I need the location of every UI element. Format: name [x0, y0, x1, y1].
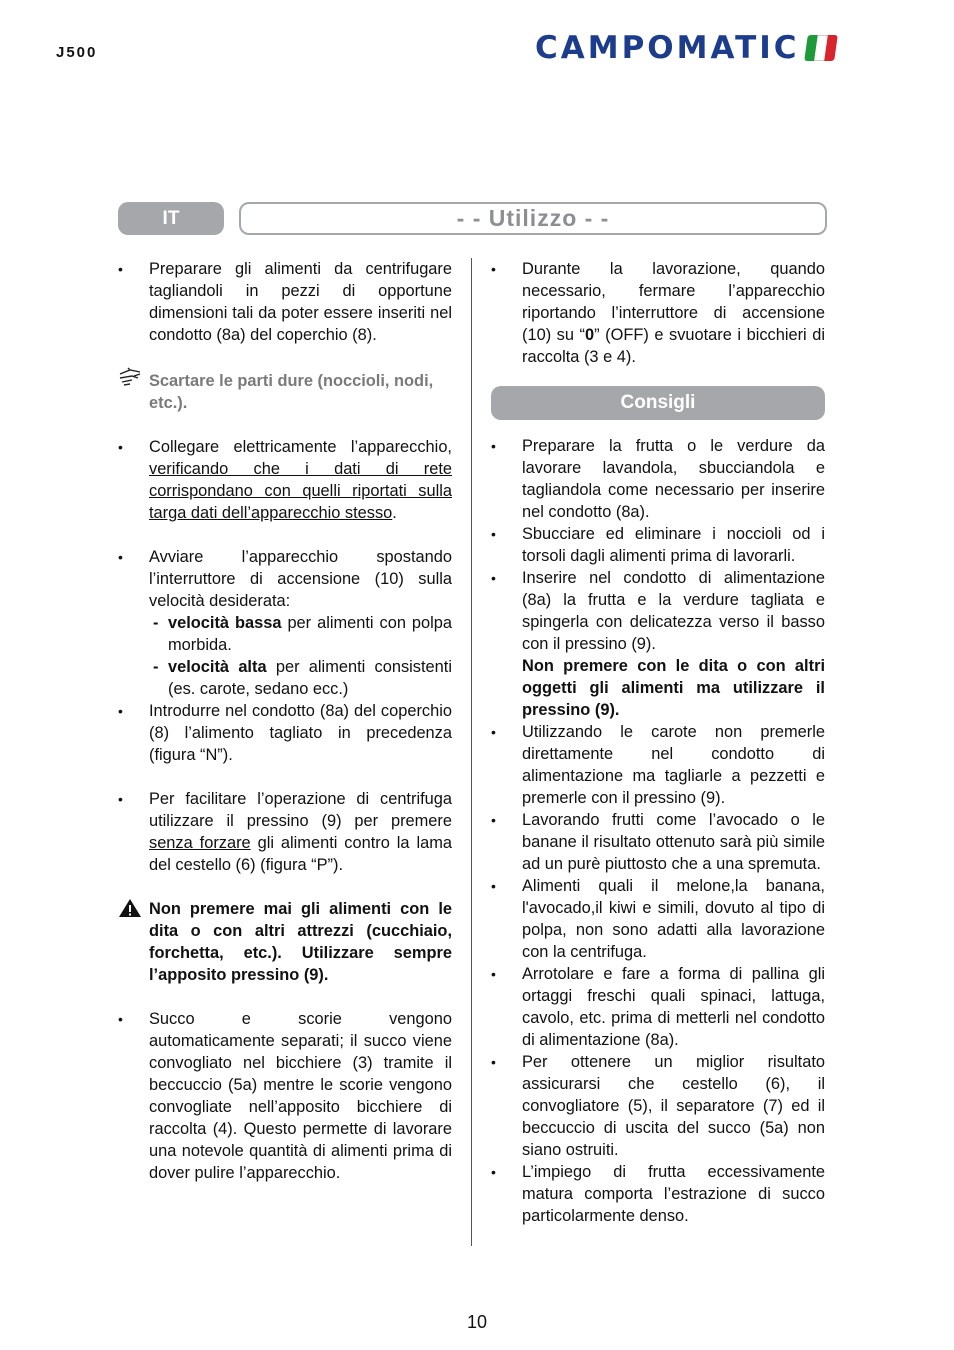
bullet: •: [491, 438, 496, 454]
bullet: •: [491, 966, 496, 982]
list-item: • Per facilitare l’operazione di centrifuga utilizzare il pressino (9) per premere senza forzare gli alimenti contro la lama del cestello (6) (figura “P”).: [118, 790, 452, 874]
bullet: •: [118, 703, 123, 719]
left-column: [118, 258, 452, 1184]
bullet: •: [491, 878, 496, 894]
list-item: • Sbucciare ed eliminare i noccioli od i torsoli dagli alimenti prima di lavorarli.: [491, 525, 825, 565]
sub-item: - velocità alta per alimenti consistenti (es. carote, sedano ecc.): [153, 658, 452, 698]
list-item: • Succo e scorie vengono automaticamente separati; il succo viene convogliato nel bicchiere (3) tramite il beccuccio (5a) mentre le scorie vengono convogliate nell’apposito bicchiere di raccolta (4). Questo permette di lavorare una notevole quantità di alimenti prima di dover pulire l’apparecchio.: [118, 1010, 452, 1182]
warning-triangle-icon: [118, 898, 149, 986]
brand-logo: [535, 30, 836, 66]
sub-item: - velocità bassa per alimenti con polpa morbida.: [153, 614, 452, 654]
right-column: [491, 258, 825, 1227]
underlined-text: senza forzare: [149, 834, 251, 852]
bullet: •: [118, 791, 123, 807]
section-title: - - Utilizzo - -: [456, 205, 610, 231]
note-block: [118, 366, 452, 414]
page-number: 10: [466, 1312, 488, 1332]
bullet: •: [491, 812, 496, 828]
bullet: •: [491, 1054, 496, 1070]
hand-pointer-icon: [118, 366, 149, 414]
bullet: •: [491, 724, 496, 740]
model-code: J500: [56, 44, 98, 61]
list-item: • Arrotolare e fare a forma di pallina gli ortaggi freschi quali spinaci, lattuga, cavolo, etc. prima di metterli nel condotto di alimentazione (8a).: [491, 965, 825, 1049]
warning-block: [118, 898, 452, 986]
bullet: •: [118, 261, 123, 277]
note-text: Scartare le parti dure (noccioli, nodi, etc.).: [149, 372, 434, 412]
list-item: • Collegare elettricamente l’apparecchio, verificando che i dati di rete corrispondano con quelli riportati sulla targa dati dell’apparecchio stesso.: [118, 438, 452, 522]
bullet: •: [118, 549, 123, 565]
list-item: • Alimenti quali il melone,la banana, l'avocado,il kiwi e simili, dovuto al tipo di polpa, non sono adatti alla lavorazione con la centrifuga.: [491, 877, 825, 961]
italy-flag-icon: [804, 35, 838, 61]
column-divider: [471, 258, 472, 1246]
list-item: • Avviare l’apparecchio spostando l’interruttore di accensione (10) sulla velocità desiderata: - velocità bassa per alimenti con polpa morbida. - velocità alta per alimenti consistenti (es. carote, sedano ecc.): [118, 548, 452, 698]
consigli-header: Consigli: [491, 386, 825, 420]
list-item: • Preparare la frutta o le verdure da lavorare lavandola, sbucciandola e tagliandola come necessario per inserire nel condotto (8a).: [491, 437, 825, 521]
list-item: • L’impiego di frutta eccessivamente matura comporta l’estrazione di succo particolarmente denso.: [491, 1163, 825, 1225]
bullet: •: [491, 261, 496, 277]
list-item: • Preparare gli alimenti da centrifugare tagliandoli in pezzi di opportune dimensioni tali da poter essere inseriti nel condotto (8a) del coperchio (8).: [118, 260, 452, 344]
underlined-text: verificando che i dati di rete corrispondano con quelli riportati sulla targa dati dell’apparecchio stesso: [149, 460, 452, 522]
bullet: •: [118, 439, 123, 455]
list-item: • Per ottenere un miglior risultato assicurarsi che cestello (6), il convogliatore (5), il separatore (7) ed il beccuccio di uscita del succo (5a) non siano ostruiti.: [491, 1053, 825, 1159]
bullet: •: [118, 1011, 123, 1027]
warning-text: Non premere mai gli alimenti con le dita o con altri attrezzi (cucchiaio, forchetta, etc.). Utilizzare sempre l’apposito pressino (9).: [149, 900, 452, 984]
section-title-box: [239, 202, 827, 235]
list-item: • Inserire nel condotto di alimentazione (8a) la frutta e la verdure tagliata e spingerla con delicatezza verso il basso con il pressino (9). Non premere con le dita o con altri oggetti gli alimenti ma utilizzare il pressino (9).: [491, 569, 825, 719]
list-item: • Lavorando frutti come l’avocado o le banane il risultato ottenuto sarà più simile ad un purè piuttosto che a una spremuta.: [491, 811, 825, 873]
list-item: • Durante la lavorazione, quando necessario, fermare l’apparecchio riportando l’interruttore di accensione (10) su “0” (OFF) e svuotare i bicchieri di raccolta (3 e 4).: [491, 260, 825, 366]
brand-name: CAMPOMATIC: [535, 30, 800, 66]
bullet: •: [491, 570, 496, 586]
list-item: • Utilizzando le carote non premerle direttamente nel condotto di alimentazione ma tagliarle a pezzetti e premerle con il pressino (9).: [491, 723, 825, 807]
bullet: •: [491, 526, 496, 542]
language-tab: IT: [118, 202, 224, 235]
bullet: •: [491, 1164, 496, 1180]
list-item: • Introdurre nel condotto (8a) del coperchio (8) l’alimento tagliato in precedenza (figura “N”).: [118, 702, 452, 764]
